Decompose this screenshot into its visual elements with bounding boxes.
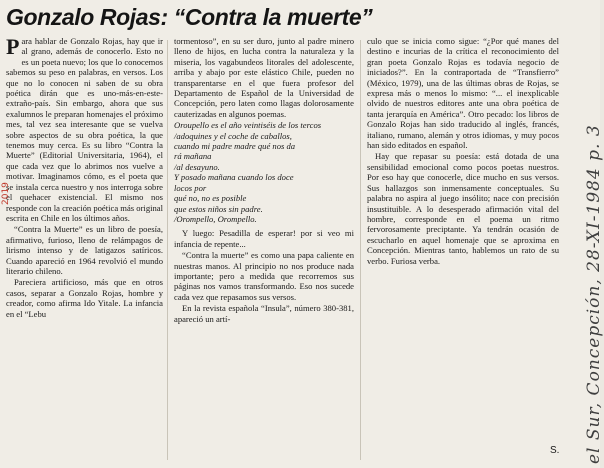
margin-annotation: 2019 xyxy=(1,182,11,205)
poem-line xyxy=(174,214,354,224)
paragraph-text: Pareciera artificioso, más que en otros casos, separar a Gonzalo Rojas, hombre y creador, como afirma Ido Yitale. La infancia en el “Lebu xyxy=(6,277,163,319)
paragraph-text: En la revista española “Insula”, número 380-381, apareció un artí- xyxy=(174,303,354,324)
article-column-2 xyxy=(174,36,354,466)
article-paragraph xyxy=(367,36,559,150)
handwritten-annotation xyxy=(568,2,604,468)
paragraph-text: tormentoso”, en su ser duro, junto al padre minero lleno de hijos, en lucha contra la naturaleza y la miseria, los vagabundeos litorales del adolescente, arriba y abajo por este elástico Chile, pueden no transparentarse en el que fuera profesor del Departamento de Español de la Universidad de Concepción, pero laten como llagas dolorosamente cauterizadas en algunos poemas. xyxy=(174,36,354,119)
paragraph-text: /Orompello, Orompello. xyxy=(174,213,257,224)
poem-line xyxy=(174,120,354,130)
article-paragraph xyxy=(174,228,354,249)
article-paragraph xyxy=(6,224,163,276)
paragraph-text: ara hablar de Gonzalo Rojas, hay que ir al grano, además de conocerlo. Esto no es un poeta nuevo; los que lo conocemos sabemos su peso en palabras, en versos. Los que no lo conocen ni saben de su obra poética dirán que es uno-más-en-este-extraño-país. Sin embargo, ahora que sus exalumnos le preparan homenajes el próximo mes, tal vez sea interesante que se vuelva sobre aspectos de su obra poética, la que tenemos muy cerca. Es su libro “Contra la Muerte” (Editorial Universitaria, 1964), el que cada vez que lo abrimos nos vuelve a motivar. Imaginamos cómo, es el poeta que se instala cerca nuestro y nos interroga sobre el quehacer existencial. El mismo nos responde con la creación poética más original escrita en Chile en los últimos años. xyxy=(6,36,164,223)
paragraph-text: locos por xyxy=(174,182,207,193)
poem-line xyxy=(174,193,354,203)
paragraph-text: culo que se inicia como sigue: “¿Por qué manes del destino e incurias de la crítica el reconocimiento del gran poeta Gonzalo Rojas es todavía negocio de iniciados?”. En la contraportada de “Transfierro” (México, 1979), una de las últimas obras de Rojas, se expresa más o menos lo mismo: “... el inexplicable olvido de nuestros editores ante una obra poética de tanta jerarquía en América”. Otro pecado: los libros de Gonzalo Rojas han sido traducido al inglés, francés, italiano, rumano, alemán y otros idiomas, y muy pocos han sido editados en español. xyxy=(367,36,559,151)
column-divider xyxy=(167,40,168,460)
article-paragraph xyxy=(174,303,354,324)
article-paragraph xyxy=(367,151,559,265)
poem-line xyxy=(174,131,354,141)
poem-line xyxy=(174,141,354,151)
article-paragraph xyxy=(6,36,163,223)
paragraph-text: “Contra la Muerte” es un libro de poesía, afirmativo, furioso, lleno de relámpagos de lirismo intenso y de latigazos satíricos. Cuando apareció en 1964 revolvió el mundo literario chileno. xyxy=(6,224,163,276)
paragraph-text: /al desayuno. xyxy=(174,161,220,172)
poem-line xyxy=(174,151,354,161)
paragraph-text: cuando mi padre madre qué nos da xyxy=(174,141,296,152)
article-paragraph xyxy=(174,250,354,302)
paragraph-text: que estos niños sin padre. xyxy=(174,203,263,214)
article-headline: Gonzalo Rojas: “Contra la muerte” xyxy=(6,4,373,30)
poem-line xyxy=(174,172,354,182)
article-paragraph xyxy=(174,36,354,119)
article-column-3 xyxy=(367,36,559,466)
paragraph-text: Oroupello es el año veintiséis de los tercos xyxy=(174,120,322,131)
column-divider xyxy=(360,40,361,460)
drop-cap: P xyxy=(6,34,20,59)
poem-line xyxy=(174,162,354,172)
poem-line xyxy=(174,183,354,193)
article-column-1 xyxy=(6,36,163,466)
paragraph-text: Hay que repasar su poesía: está dotada de una sensibilidad emocional como pocos poetas nuestros. Por eso hay que conocerle, dice mucho en sus versos. Sus hallazgos son inmensamente conceptuales. Su palabra no aspira al juego insólito; nace con precisión insustituible. A lo desesperado afirmación vital del hombre, corresponde en el poema un ritmo fervorosamente preciptante. Ya tendrán ocasión de escucharlo en aquel homenaje que se aproxima en Concepción. Mientras tanto, hablemos un rato de su verbo. Furiosa verba. xyxy=(367,151,559,266)
paragraph-text: Y posado mañana cuando los doce xyxy=(174,172,294,183)
poem-line xyxy=(174,204,354,214)
paragraph-text: qué no, no es posible xyxy=(174,193,247,204)
paragraph-text: rá mañana xyxy=(174,151,212,162)
paragraph-text: “Contra la muerte” es como una papa caliente en nuestras manos. Al principio no nos produce nada importante; pero a medida que recorremos sus páginas nos vamos transformando. Eso nos sucede cada vez que repasamos sus versos. xyxy=(174,250,354,302)
author-signature: S. xyxy=(550,445,560,456)
paragraph-text: Y luego: Pesadilla de esperar! por si veo mi infancia de repente... xyxy=(174,228,354,249)
handwritten-source-note: el Sur, Concepción, 28-XI-1984 p. 3 xyxy=(584,124,604,464)
paragraph-text: /adoquines y el coche de caballos, xyxy=(174,130,292,141)
article-paragraph xyxy=(6,277,163,319)
